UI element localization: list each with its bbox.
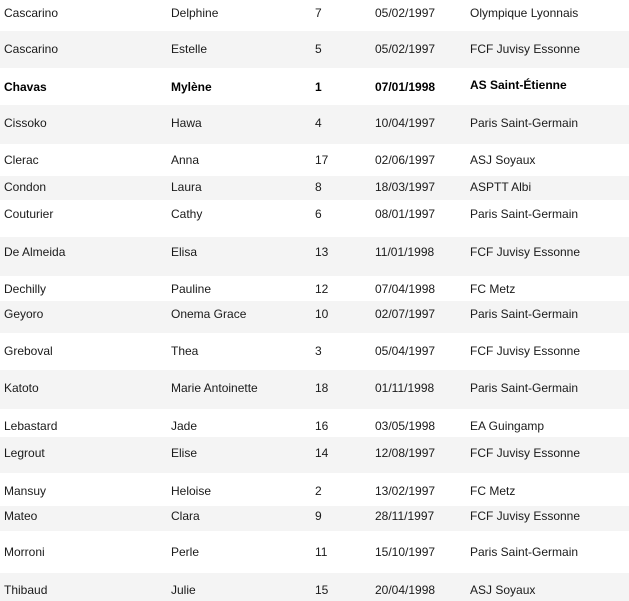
table-row [0,0,629,31]
first-name: Thea [171,344,199,358]
club: Olympique Lyonnais [470,6,579,20]
table-row [0,370,629,409]
table-row [0,276,629,301]
last-name: Clerac [4,153,39,167]
first-name: Clara [171,509,200,523]
shirt-number: 4 [315,116,322,130]
table-row [0,409,629,437]
shirt-number: 11 [315,545,328,559]
last-name: Cascarino [4,6,59,20]
birth-date: 15/10/1997 [375,545,436,559]
birth-date: 07/04/1998 [375,282,436,296]
last-name: Cissoko [4,116,47,130]
first-name: Marie Antoinette [171,381,258,395]
birth-date: 05/04/1997 [375,344,436,358]
first-name: Mylène [171,80,212,94]
last-name: Condon [4,180,47,194]
shirt-number: 17 [315,153,329,167]
shirt-number: 14 [315,446,329,460]
birth-date: 05/02/1997 [375,42,436,56]
birth-date: 28/11/1997 [375,509,435,523]
shirt-number: 1 [315,80,322,94]
shirt-number: 13 [315,245,329,259]
shirt-number: 9 [315,509,322,523]
shirt-number: 6 [315,207,322,221]
club: Paris Saint-Germain [470,307,579,321]
club: FCF Juvisy Essonne [470,42,581,56]
first-name: Delphine [171,6,219,20]
table-row [0,237,629,276]
shirt-number: 18 [315,381,329,395]
birth-date: 05/02/1997 [375,6,436,20]
last-name: Legrout [4,446,45,460]
first-name: Julie [171,583,196,597]
shirt-number: 7 [315,6,322,20]
club: FCF Juvisy Essonne [470,509,581,523]
birth-date: 03/05/1998 [375,419,436,433]
first-name: Laura [171,180,202,194]
last-name: Thibaud [4,583,48,597]
table-row [0,105,629,144]
last-name: Cascarino [4,42,59,56]
birth-date: 20/04/1998 [375,583,436,597]
first-name: Elise [171,446,198,460]
last-name: Chavas [4,80,47,94]
table-row [0,301,629,333]
birth-date: 01/11/1998 [375,381,435,395]
last-name: Katoto [4,381,39,395]
table-row [0,573,629,601]
first-name: Onema Grace [171,307,247,321]
last-name: Mateo [4,509,38,523]
shirt-number: 3 [315,344,322,358]
club: ASPTT Albi [470,180,532,194]
first-name: Jade [171,419,198,433]
club: EA Guingamp [470,419,545,433]
club: Paris Saint-Germain [470,116,579,130]
last-name: Mansuy [4,484,47,498]
club: Paris Saint-Germain [470,381,579,395]
last-name: Morroni [4,545,45,559]
club: AS Saint-Étienne [470,78,567,92]
table-row [0,437,629,473]
shirt-number: 16 [315,419,329,433]
birth-date: 10/04/1997 [375,116,436,130]
club: FCF Juvisy Essonne [470,245,581,259]
first-name: Cathy [171,207,203,221]
birth-date: 18/03/1997 [375,180,436,194]
first-name: Elisa [171,245,198,259]
table-row [0,531,629,573]
table-row [0,333,629,370]
birth-date: 08/01/1997 [375,207,436,221]
shirt-number: 10 [315,307,329,321]
last-name: Couturier [4,207,54,221]
first-name: Pauline [171,282,212,296]
last-name: De Almeida [4,245,66,259]
table-row [0,200,629,237]
first-name: Anna [171,153,200,167]
first-name: Hawa [171,116,202,130]
club: FC Metz [470,282,516,296]
last-name: Lebastard [4,419,58,433]
shirt-number: 15 [315,583,329,597]
table-row [0,176,629,200]
club: Paris Saint-Germain [470,545,579,559]
club: FCF Juvisy Essonne [470,446,581,460]
table-row [0,473,629,506]
last-name: Dechilly [4,282,47,296]
birth-date: 13/02/1997 [375,484,436,498]
birth-date: 02/07/1997 [375,307,436,321]
first-name: Heloise [171,484,212,498]
table-row [0,506,629,531]
club: ASJ Soyaux [470,153,536,167]
table-row [0,144,629,176]
club: ASJ Soyaux [470,583,536,597]
first-name: Estelle [171,42,208,56]
birth-date: 12/08/1997 [375,446,436,460]
birth-date: 11/01/1998 [375,245,435,259]
shirt-number: 8 [315,180,322,194]
last-name: Geyoro [4,307,44,321]
last-name: Greboval [4,344,53,358]
table-row [0,68,629,105]
club: FC Metz [470,484,516,498]
birth-date: 07/01/1998 [375,80,436,94]
shirt-number: 5 [315,42,322,56]
shirt-number: 12 [315,282,329,296]
first-name: Perle [171,545,200,559]
shirt-number: 2 [315,484,322,498]
club: FCF Juvisy Essonne [470,344,581,358]
club: Paris Saint-Germain [470,207,579,221]
birth-date: 02/06/1997 [375,153,436,167]
table-row [0,31,629,68]
